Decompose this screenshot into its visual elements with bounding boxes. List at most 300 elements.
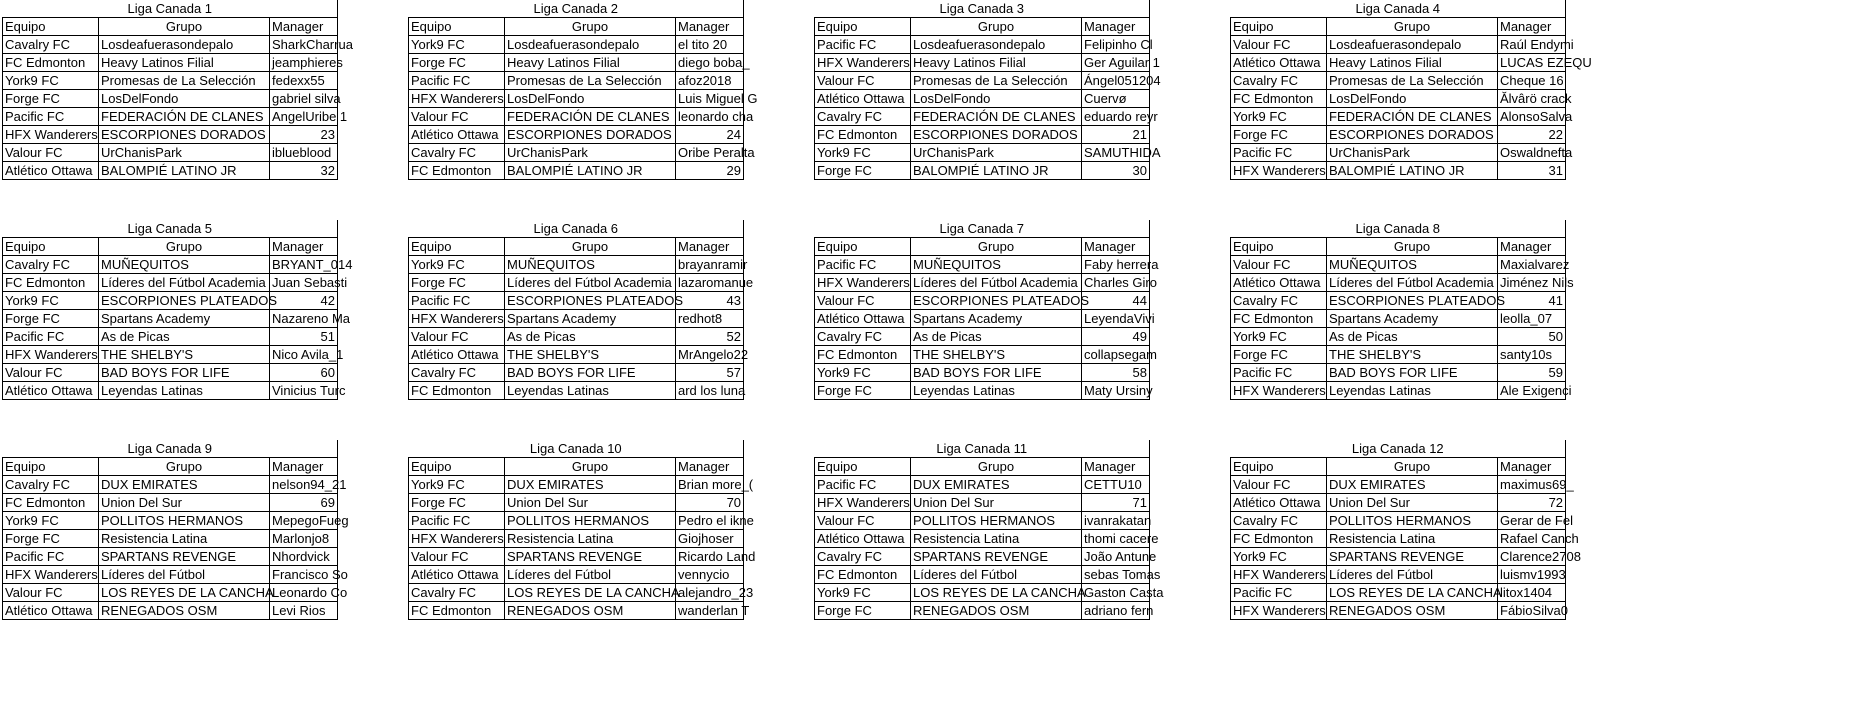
manager-cell[interactable]: LeyendaVivi bbox=[1082, 310, 1150, 328]
group-cell[interactable]: FEDERACIÓN DE CLANES bbox=[505, 108, 676, 126]
group-cell[interactable]: SPARTANS REVENGE bbox=[1327, 548, 1498, 566]
group-cell[interactable]: Leyendas Latinas bbox=[505, 382, 676, 400]
group-cell[interactable]: Líderes del Fútbol Academia bbox=[1327, 274, 1498, 292]
team-cell[interactable]: HFX Wanderers bbox=[815, 494, 911, 512]
team-cell[interactable]: Valour FC bbox=[409, 108, 505, 126]
manager-cell[interactable]: eduardo reyr bbox=[1082, 108, 1150, 126]
team-cell[interactable]: HFX Wanderers bbox=[1231, 162, 1327, 180]
manager-cell[interactable]: João Antune bbox=[1082, 548, 1150, 566]
manager-cell[interactable]: 59 bbox=[1498, 364, 1566, 382]
manager-cell[interactable]: AlonsoSalva bbox=[1498, 108, 1566, 126]
manager-cell[interactable]: Ángel051204 bbox=[1082, 72, 1150, 90]
team-cell[interactable]: FC Edmonton bbox=[409, 382, 505, 400]
manager-cell[interactable]: leonardo cha bbox=[676, 108, 744, 126]
group-cell[interactable]: Leyendas Latinas bbox=[99, 382, 270, 400]
team-cell[interactable]: FC Edmonton bbox=[1231, 90, 1327, 108]
team-cell[interactable]: FC Edmonton bbox=[1231, 530, 1327, 548]
manager-cell[interactable]: 22 bbox=[1498, 126, 1566, 144]
group-cell[interactable]: Losdeafuerasondepalo bbox=[99, 36, 270, 54]
group-cell[interactable]: Spartans Academy bbox=[505, 310, 676, 328]
manager-cell[interactable]: 21 bbox=[1082, 126, 1150, 144]
league-table bbox=[408, 440, 756, 620]
group-cell[interactable]: Heavy Latinos Filial bbox=[99, 54, 270, 72]
team-cell[interactable]: Valour FC bbox=[1231, 36, 1327, 54]
team-cell[interactable]: Forge FC bbox=[815, 162, 911, 180]
group-cell[interactable]: BALOMPIÉ LATINO JR bbox=[1327, 162, 1498, 180]
group-cell[interactable]: As de Picas bbox=[505, 328, 676, 346]
team-cell[interactable]: York9 FC bbox=[3, 292, 99, 310]
manager-cell[interactable]: Nhordvick bbox=[270, 548, 338, 566]
group-cell[interactable]: BAD BOYS FOR LIFE bbox=[1327, 364, 1498, 382]
group-cell[interactable]: LOS REYES DE LA CANCHA bbox=[911, 584, 1082, 602]
manager-cell[interactable]: Gerar de Fel bbox=[1498, 512, 1566, 530]
group-cell[interactable]: LosDelFondo bbox=[505, 90, 676, 108]
manager-cell[interactable]: Luis Miguel G bbox=[676, 90, 744, 108]
group-cell[interactable]: Losdeafuerasondepalo bbox=[911, 36, 1082, 54]
manager-cell[interactable]: Clarence2708 bbox=[1498, 548, 1566, 566]
team-cell[interactable]: FC Edmonton bbox=[3, 494, 99, 512]
manager-cell[interactable]: Ger Aguilar 1 bbox=[1082, 54, 1150, 72]
manager-cell[interactable]: 29 bbox=[676, 162, 744, 180]
team-cell[interactable]: Cavalry FC bbox=[3, 256, 99, 274]
team-cell[interactable]: Atlético Ottawa bbox=[3, 162, 99, 180]
manager-cell[interactable]: Raúl Endymi bbox=[1498, 36, 1566, 54]
group-cell[interactable]: BALOMPIÉ LATINO JR bbox=[99, 162, 270, 180]
group-cell[interactable]: DUX EMIRATES bbox=[1327, 476, 1498, 494]
team-cell[interactable]: Cavalry FC bbox=[3, 476, 99, 494]
group-cell[interactable]: Líderes del Fútbol Academia bbox=[505, 274, 676, 292]
team-cell[interactable]: Atlético Ottawa bbox=[1231, 274, 1327, 292]
group-cell[interactable]: MUÑEQUITOS bbox=[99, 256, 270, 274]
group-cell[interactable]: BAD BOYS FOR LIFE bbox=[911, 364, 1082, 382]
group-cell[interactable]: THE SHELBY'S bbox=[99, 346, 270, 364]
group-cell[interactable]: ESCORPIONES PLATEADOS bbox=[505, 292, 676, 310]
group-cell[interactable]: ESCORPIONES PLATEADOS bbox=[1327, 292, 1498, 310]
group-cell[interactable]: ESCORPIONES DORADOS bbox=[1327, 126, 1498, 144]
league-title: Liga Canada 7 bbox=[815, 220, 1150, 238]
manager-cell[interactable]: wanderlan T bbox=[676, 602, 744, 620]
manager-cell[interactable]: Cheque 16 bbox=[1498, 72, 1566, 90]
manager-cell[interactable]: Felipinho Cl bbox=[1082, 36, 1150, 54]
manager-cell[interactable]: Brian more_( bbox=[676, 476, 744, 494]
group-cell[interactable]: ESCORPIONES PLATEADOS bbox=[911, 292, 1082, 310]
group-cell[interactable]: ESCORPIONES DORADOS bbox=[911, 126, 1082, 144]
manager-cell[interactable]: 32 bbox=[270, 162, 338, 180]
manager-cell[interactable]: brayanramir bbox=[676, 256, 744, 274]
manager-cell[interactable]: nelson94_21 bbox=[270, 476, 338, 494]
manager-cell[interactable]: 31 bbox=[1498, 162, 1566, 180]
group-cell[interactable]: LOS REYES DE LA CANCHA bbox=[1327, 584, 1498, 602]
group-cell[interactable]: FEDERACIÓN DE CLANES bbox=[1327, 108, 1498, 126]
manager-cell[interactable]: Ale Exigenci bbox=[1498, 382, 1566, 400]
team-cell[interactable]: HFX Wanderers bbox=[1231, 566, 1327, 584]
team-cell[interactable]: HFX Wanderers bbox=[409, 530, 505, 548]
team-cell[interactable]: Atlético Ottawa bbox=[815, 530, 911, 548]
team-cell[interactable]: Cavalry FC bbox=[409, 144, 505, 162]
team-cell[interactable]: Cavalry FC bbox=[1231, 512, 1327, 530]
team-cell[interactable]: Valour FC bbox=[3, 364, 99, 382]
manager-cell[interactable]: maximus69_ bbox=[1498, 476, 1566, 494]
manager-cell[interactable]: Vinicius Turc bbox=[270, 382, 338, 400]
group-cell[interactable]: THE SHELBY'S bbox=[911, 346, 1082, 364]
team-cell[interactable]: HFX Wanderers bbox=[3, 566, 99, 584]
manager-cell[interactable]: 44 bbox=[1082, 292, 1150, 310]
group-cell[interactable]: BAD BOYS FOR LIFE bbox=[505, 364, 676, 382]
team-cell[interactable]: Cavalry FC bbox=[1231, 292, 1327, 310]
group-cell[interactable]: Líderes del Fútbol bbox=[911, 566, 1082, 584]
group-cell[interactable]: Líderes del Fútbol bbox=[99, 566, 270, 584]
manager-cell[interactable]: santy10s bbox=[1498, 346, 1566, 364]
manager-cell[interactable]: MepegoFueg bbox=[270, 512, 338, 530]
manager-cell[interactable]: 51 bbox=[270, 328, 338, 346]
team-cell[interactable]: York9 FC bbox=[1231, 548, 1327, 566]
team-cell[interactable]: HFX Wanderers bbox=[409, 90, 505, 108]
group-cell[interactable]: BALOMPIÉ LATINO JR bbox=[505, 162, 676, 180]
manager-cell[interactable]: 43 bbox=[676, 292, 744, 310]
group-cell[interactable]: As de Picas bbox=[99, 328, 270, 346]
group-cell[interactable]: Líderes del Fútbol Academia bbox=[911, 274, 1082, 292]
manager-cell[interactable]: 52 bbox=[676, 328, 744, 346]
manager-cell[interactable]: Nico Avila_1 bbox=[270, 346, 338, 364]
manager-cell[interactable]: adriano fern bbox=[1082, 602, 1150, 620]
team-cell[interactable]: Forge FC bbox=[1231, 346, 1327, 364]
manager-cell[interactable]: el tito 20 bbox=[676, 36, 744, 54]
group-cell[interactable]: Promesas de La Selección bbox=[911, 72, 1082, 90]
group-cell[interactable]: POLLITOS HERMANOS bbox=[505, 512, 676, 530]
team-cell[interactable]: Pacific FC bbox=[409, 72, 505, 90]
manager-cell[interactable]: Francisco So bbox=[270, 566, 338, 584]
group-cell[interactable]: Union Del Sur bbox=[505, 494, 676, 512]
table-row bbox=[3, 346, 338, 364]
team-cell[interactable]: Valour FC bbox=[815, 292, 911, 310]
team-cell[interactable]: Atlético Ottawa bbox=[409, 566, 505, 584]
team-cell[interactable]: Pacific FC bbox=[815, 256, 911, 274]
manager-cell[interactable]: 69 bbox=[270, 494, 338, 512]
manager-cell[interactable]: BRYANT_014 bbox=[270, 256, 338, 274]
group-cell[interactable]: Spartans Academy bbox=[99, 310, 270, 328]
team-cell[interactable]: Valour FC bbox=[815, 72, 911, 90]
team-cell[interactable]: Valour FC bbox=[409, 328, 505, 346]
manager-cell[interactable]: vennycio bbox=[676, 566, 744, 584]
manager-cell[interactable]: Juan Sebasti bbox=[270, 274, 338, 292]
team-cell[interactable]: HFX Wanderers bbox=[815, 274, 911, 292]
team-cell[interactable]: Atlético Ottawa bbox=[1231, 54, 1327, 72]
manager-cell[interactable]: Oribe Peralta bbox=[676, 144, 744, 162]
team-cell[interactable]: Atlético Ottawa bbox=[815, 310, 911, 328]
column-header-manager: Manager bbox=[270, 18, 338, 36]
team-cell[interactable]: Forge FC bbox=[409, 494, 505, 512]
group-cell[interactable]: Resistencia Latina bbox=[1327, 530, 1498, 548]
team-cell[interactable]: Pacific FC bbox=[1231, 364, 1327, 382]
team-cell[interactable]: York9 FC bbox=[3, 72, 99, 90]
group-cell[interactable]: Union Del Sur bbox=[99, 494, 270, 512]
manager-cell[interactable]: iblueblood bbox=[270, 144, 338, 162]
manager-cell[interactable]: MrAngelo22 bbox=[676, 346, 744, 364]
manager-cell[interactable]: sebas Tomas bbox=[1082, 566, 1150, 584]
manager-cell[interactable]: 23 bbox=[270, 126, 338, 144]
team-cell[interactable]: HFX Wanderers bbox=[409, 310, 505, 328]
group-cell[interactable]: Union Del Sur bbox=[911, 494, 1082, 512]
team-cell[interactable]: Atlético Ottawa bbox=[1231, 494, 1327, 512]
group-cell[interactable]: BAD BOYS FOR LIFE bbox=[99, 364, 270, 382]
group-cell[interactable]: SPARTANS REVENGE bbox=[911, 548, 1082, 566]
manager-cell[interactable]: Oswaldnefta bbox=[1498, 144, 1566, 162]
team-cell[interactable]: Pacific FC bbox=[815, 476, 911, 494]
team-cell[interactable]: Valour FC bbox=[3, 584, 99, 602]
team-cell[interactable]: York9 FC bbox=[1231, 328, 1327, 346]
team-cell[interactable]: Forge FC bbox=[815, 602, 911, 620]
group-cell[interactable]: UrChanisPark bbox=[911, 144, 1082, 162]
group-cell[interactable]: Resistencia Latina bbox=[99, 530, 270, 548]
league-title: Liga Canada 3 bbox=[815, 0, 1150, 18]
manager-cell[interactable]: ivanrakatan bbox=[1082, 512, 1150, 530]
manager-cell[interactable]: 30 bbox=[1082, 162, 1150, 180]
manager-cell[interactable]: Leonardo Co bbox=[270, 584, 338, 602]
manager-cell[interactable]: Marlonjo8 bbox=[270, 530, 338, 548]
manager-cell[interactable]: 57 bbox=[676, 364, 744, 382]
manager-cell[interactable]: collapsegam bbox=[1082, 346, 1150, 364]
team-cell[interactable]: Cavalry FC bbox=[815, 108, 911, 126]
team-cell[interactable]: HFX Wanderers bbox=[815, 54, 911, 72]
group-cell[interactable]: RENEGADOS OSM bbox=[911, 602, 1082, 620]
manager-cell[interactable]: afoz2018 bbox=[676, 72, 744, 90]
team-cell[interactable]: Forge FC bbox=[3, 310, 99, 328]
team-cell[interactable]: FC Edmonton bbox=[815, 346, 911, 364]
group-cell[interactable]: POLLITOS HERMANOS bbox=[1327, 512, 1498, 530]
team-cell[interactable]: Cavalry FC bbox=[1231, 72, 1327, 90]
group-cell[interactable]: FEDERACIÓN DE CLANES bbox=[911, 108, 1082, 126]
group-cell[interactable]: Union Del Sur bbox=[1327, 494, 1498, 512]
team-cell[interactable]: Pacific FC bbox=[1231, 144, 1327, 162]
manager-cell[interactable]: gabriel silva bbox=[270, 90, 338, 108]
group-cell[interactable]: Heavy Latinos Filial bbox=[1327, 54, 1498, 72]
team-cell[interactable]: York9 FC bbox=[409, 256, 505, 274]
manager-cell[interactable]: 60 bbox=[270, 364, 338, 382]
group-cell[interactable]: ESCORPIONES DORADOS bbox=[505, 126, 676, 144]
group-cell[interactable]: Losdeafuerasondepalo bbox=[1327, 36, 1498, 54]
manager-cell[interactable]: 41 bbox=[1498, 292, 1566, 310]
group-cell[interactable]: LosDelFondo bbox=[911, 90, 1082, 108]
team-cell[interactable]: FC Edmonton bbox=[1231, 310, 1327, 328]
team-cell[interactable]: York9 FC bbox=[3, 512, 99, 530]
team-cell[interactable]: Pacific FC bbox=[3, 328, 99, 346]
manager-cell[interactable]: ard los luna bbox=[676, 382, 744, 400]
team-cell[interactable]: FC Edmonton bbox=[815, 566, 911, 584]
group-cell[interactable]: BALOMPIÉ LATINO JR bbox=[911, 162, 1082, 180]
group-cell[interactable]: Líderes del Fútbol bbox=[1327, 566, 1498, 584]
team-cell[interactable]: Pacific FC bbox=[409, 292, 505, 310]
team-cell[interactable]: Forge FC bbox=[815, 382, 911, 400]
team-cell[interactable]: Valour FC bbox=[815, 512, 911, 530]
manager-cell[interactable]: Levi Rios bbox=[270, 602, 338, 620]
manager-cell[interactable]: Jiménez Nils bbox=[1498, 274, 1566, 292]
group-cell[interactable]: Leyendas Latinas bbox=[1327, 382, 1498, 400]
manager-cell[interactable]: fedexx55 bbox=[270, 72, 338, 90]
manager-cell[interactable]: thomi cacere bbox=[1082, 530, 1150, 548]
group-cell[interactable]: FEDERACIÓN DE CLANES bbox=[99, 108, 270, 126]
manager-cell[interactable]: Maty Ursiny bbox=[1082, 382, 1150, 400]
team-cell[interactable]: HFX Wanderers bbox=[1231, 382, 1327, 400]
group-cell[interactable]: LOS REYES DE LA CANCHA bbox=[505, 584, 676, 602]
team-cell[interactable]: Pacific FC bbox=[3, 548, 99, 566]
team-cell[interactable]: Pacific FC bbox=[409, 512, 505, 530]
team-cell[interactable]: York9 FC bbox=[1231, 108, 1327, 126]
manager-cell[interactable]: Faby herrera bbox=[1082, 256, 1150, 274]
group-cell[interactable]: LosDelFondo bbox=[99, 90, 270, 108]
team-cell[interactable]: Atlético Ottawa bbox=[815, 90, 911, 108]
group-cell[interactable]: Promesas de La Selección bbox=[1327, 72, 1498, 90]
team-cell[interactable]: Atlético Ottawa bbox=[3, 602, 99, 620]
group-cell[interactable]: THE SHELBY'S bbox=[505, 346, 676, 364]
group-cell[interactable]: Resistencia Latina bbox=[505, 530, 676, 548]
group-cell[interactable]: UrChanisPark bbox=[99, 144, 270, 162]
group-cell[interactable]: POLLITOS HERMANOS bbox=[99, 512, 270, 530]
manager-cell[interactable]: 42 bbox=[270, 292, 338, 310]
group-cell[interactable]: RENEGADOS OSM bbox=[505, 602, 676, 620]
team-cell[interactable]: HFX Wanderers bbox=[3, 346, 99, 364]
group-cell[interactable]: Líderes del Fútbol Academia bbox=[99, 274, 270, 292]
team-cell[interactable]: Cavalry FC bbox=[815, 548, 911, 566]
manager-cell[interactable]: 58 bbox=[1082, 364, 1150, 382]
manager-cell[interactable]: lazaromanue bbox=[676, 274, 744, 292]
group-cell[interactable]: Promesas de La Selección bbox=[99, 72, 270, 90]
manager-cell[interactable]: Giojhoser bbox=[676, 530, 744, 548]
manager-cell[interactable]: Nazareno Ma bbox=[270, 310, 338, 328]
group-cell[interactable]: As de Picas bbox=[1327, 328, 1498, 346]
group-cell[interactable]: ESCORPIONES DORADOS bbox=[99, 126, 270, 144]
group-cell[interactable]: THE SHELBY'S bbox=[1327, 346, 1498, 364]
team-cell[interactable]: Valour FC bbox=[3, 144, 99, 162]
manager-cell[interactable]: Rafael Canch bbox=[1498, 530, 1566, 548]
manager-cell[interactable]: Cuervø bbox=[1082, 90, 1150, 108]
column-header-grupo: Grupo bbox=[99, 238, 270, 256]
manager-cell[interactable]: 70 bbox=[676, 494, 744, 512]
manager-cell[interactable]: 49 bbox=[1082, 328, 1150, 346]
league-table bbox=[814, 440, 1164, 620]
manager-cell[interactable]: alejandro_23 bbox=[676, 584, 744, 602]
team-cell[interactable]: Valour FC bbox=[1231, 256, 1327, 274]
team-cell[interactable]: Forge FC bbox=[409, 274, 505, 292]
table-row bbox=[409, 90, 744, 108]
group-cell[interactable]: MUÑEQUITOS bbox=[505, 256, 676, 274]
team-cell[interactable]: Pacific FC bbox=[815, 36, 911, 54]
team-cell[interactable]: FC Edmonton bbox=[3, 274, 99, 292]
group-cell[interactable]: Promesas de La Selección bbox=[505, 72, 676, 90]
manager-cell[interactable]: LUCAS EZEQU bbox=[1498, 54, 1566, 72]
group-cell[interactable]: Losdeafuerasondepalo bbox=[505, 36, 676, 54]
group-cell[interactable]: SPARTANS REVENGE bbox=[99, 548, 270, 566]
group-cell[interactable]: MUÑEQUITOS bbox=[911, 256, 1082, 274]
manager-cell[interactable]: Charles Giro bbox=[1082, 274, 1150, 292]
manager-cell[interactable]: CETTU10 bbox=[1082, 476, 1150, 494]
team-cell[interactable]: Cavalry FC bbox=[409, 584, 505, 602]
manager-cell[interactable]: litox1404 bbox=[1498, 584, 1566, 602]
group-cell[interactable]: Líderes del Fútbol bbox=[505, 566, 676, 584]
team-cell[interactable]: Valour FC bbox=[409, 548, 505, 566]
team-cell[interactable]: York9 FC bbox=[409, 36, 505, 54]
team-cell[interactable]: FC Edmonton bbox=[815, 126, 911, 144]
group-cell[interactable]: Heavy Latinos Filial bbox=[505, 54, 676, 72]
team-cell[interactable]: FC Edmonton bbox=[3, 54, 99, 72]
group-cell[interactable]: DUX EMIRATES bbox=[911, 476, 1082, 494]
team-cell[interactable]: York9 FC bbox=[815, 584, 911, 602]
column-header-equipo: Equipo bbox=[3, 238, 99, 256]
manager-cell[interactable]: jeamphieres bbox=[270, 54, 338, 72]
group-cell[interactable]: UrChanisPark bbox=[1327, 144, 1498, 162]
team-cell[interactable]: Atlético Ottawa bbox=[409, 126, 505, 144]
group-cell[interactable]: LOS REYES DE LA CANCHA bbox=[99, 584, 270, 602]
manager-cell[interactable]: 50 bbox=[1498, 328, 1566, 346]
team-cell[interactable]: Forge FC bbox=[409, 54, 505, 72]
team-cell[interactable]: York9 FC bbox=[815, 364, 911, 382]
manager-cell[interactable]: Pedro el ikne bbox=[676, 512, 744, 530]
group-cell[interactable]: DUX EMIRATES bbox=[505, 476, 676, 494]
manager-cell[interactable]: Ălvârö crack bbox=[1498, 90, 1566, 108]
team-cell[interactable]: Cavalry FC bbox=[3, 36, 99, 54]
manager-cell[interactable]: leolla_07 bbox=[1498, 310, 1566, 328]
group-cell[interactable]: Spartans Academy bbox=[1327, 310, 1498, 328]
group-cell[interactable]: Leyendas Latinas bbox=[911, 382, 1082, 400]
manager-cell[interactable]: luismv1993 bbox=[1498, 566, 1566, 584]
group-cell[interactable]: ESCORPIONES PLATEADOS bbox=[99, 292, 270, 310]
manager-cell[interactable]: Gaston Casta bbox=[1082, 584, 1150, 602]
team-cell[interactable]: Cavalry FC bbox=[815, 328, 911, 346]
table-row bbox=[1231, 292, 1566, 310]
team-cell[interactable]: York9 FC bbox=[815, 144, 911, 162]
team-cell[interactable]: Forge FC bbox=[3, 90, 99, 108]
manager-cell[interactable]: 72 bbox=[1498, 494, 1566, 512]
manager-cell[interactable]: SharkCharrua bbox=[270, 36, 338, 54]
table-row bbox=[815, 602, 1150, 620]
team-cell[interactable]: Cavalry FC bbox=[409, 364, 505, 382]
team-cell[interactable]: Forge FC bbox=[3, 530, 99, 548]
team-cell[interactable]: Forge FC bbox=[1231, 126, 1327, 144]
group-cell[interactable]: Spartans Academy bbox=[911, 310, 1082, 328]
team-cell[interactable]: FC Edmonton bbox=[409, 162, 505, 180]
group-cell[interactable]: RENEGADOS OSM bbox=[1327, 602, 1498, 620]
group-cell[interactable]: LosDelFondo bbox=[1327, 90, 1498, 108]
manager-cell[interactable]: SAMUTHIDA bbox=[1082, 144, 1150, 162]
team-cell[interactable]: Atlético Ottawa bbox=[3, 382, 99, 400]
team-cell[interactable]: Valour FC bbox=[1231, 476, 1327, 494]
team-cell[interactable]: FC Edmonton bbox=[409, 602, 505, 620]
group-cell[interactable]: SPARTANS REVENGE bbox=[505, 548, 676, 566]
manager-cell[interactable]: AngelUribe 1 bbox=[270, 108, 338, 126]
group-cell[interactable]: UrChanisPark bbox=[505, 144, 676, 162]
manager-cell[interactable]: 71 bbox=[1082, 494, 1150, 512]
manager-cell[interactable]: redhot8 bbox=[676, 310, 744, 328]
manager-cell[interactable]: 24 bbox=[676, 126, 744, 144]
group-cell[interactable]: Resistencia Latina bbox=[911, 530, 1082, 548]
group-cell[interactable]: POLLITOS HERMANOS bbox=[911, 512, 1082, 530]
table-row bbox=[3, 530, 338, 548]
manager-cell[interactable]: FábioSilva0 bbox=[1498, 602, 1566, 620]
team-cell[interactable]: Pacific FC bbox=[1231, 584, 1327, 602]
team-cell[interactable]: Atlético Ottawa bbox=[409, 346, 505, 364]
team-cell[interactable]: Pacific FC bbox=[3, 108, 99, 126]
team-cell[interactable]: York9 FC bbox=[409, 476, 505, 494]
group-cell[interactable]: Heavy Latinos Filial bbox=[911, 54, 1082, 72]
team-cell[interactable]: HFX Wanderers bbox=[3, 126, 99, 144]
group-cell[interactable]: MUÑEQUITOS bbox=[1327, 256, 1498, 274]
manager-cell[interactable]: Ricardo Land bbox=[676, 548, 744, 566]
manager-cell[interactable]: diego boba_ bbox=[676, 54, 744, 72]
group-cell[interactable]: RENEGADOS OSM bbox=[99, 602, 270, 620]
manager-cell[interactable]: Maxialvarez bbox=[1498, 256, 1566, 274]
group-cell[interactable]: As de Picas bbox=[911, 328, 1082, 346]
team-cell[interactable]: HFX Wanderers bbox=[1231, 602, 1327, 620]
group-cell[interactable]: DUX EMIRATES bbox=[99, 476, 270, 494]
